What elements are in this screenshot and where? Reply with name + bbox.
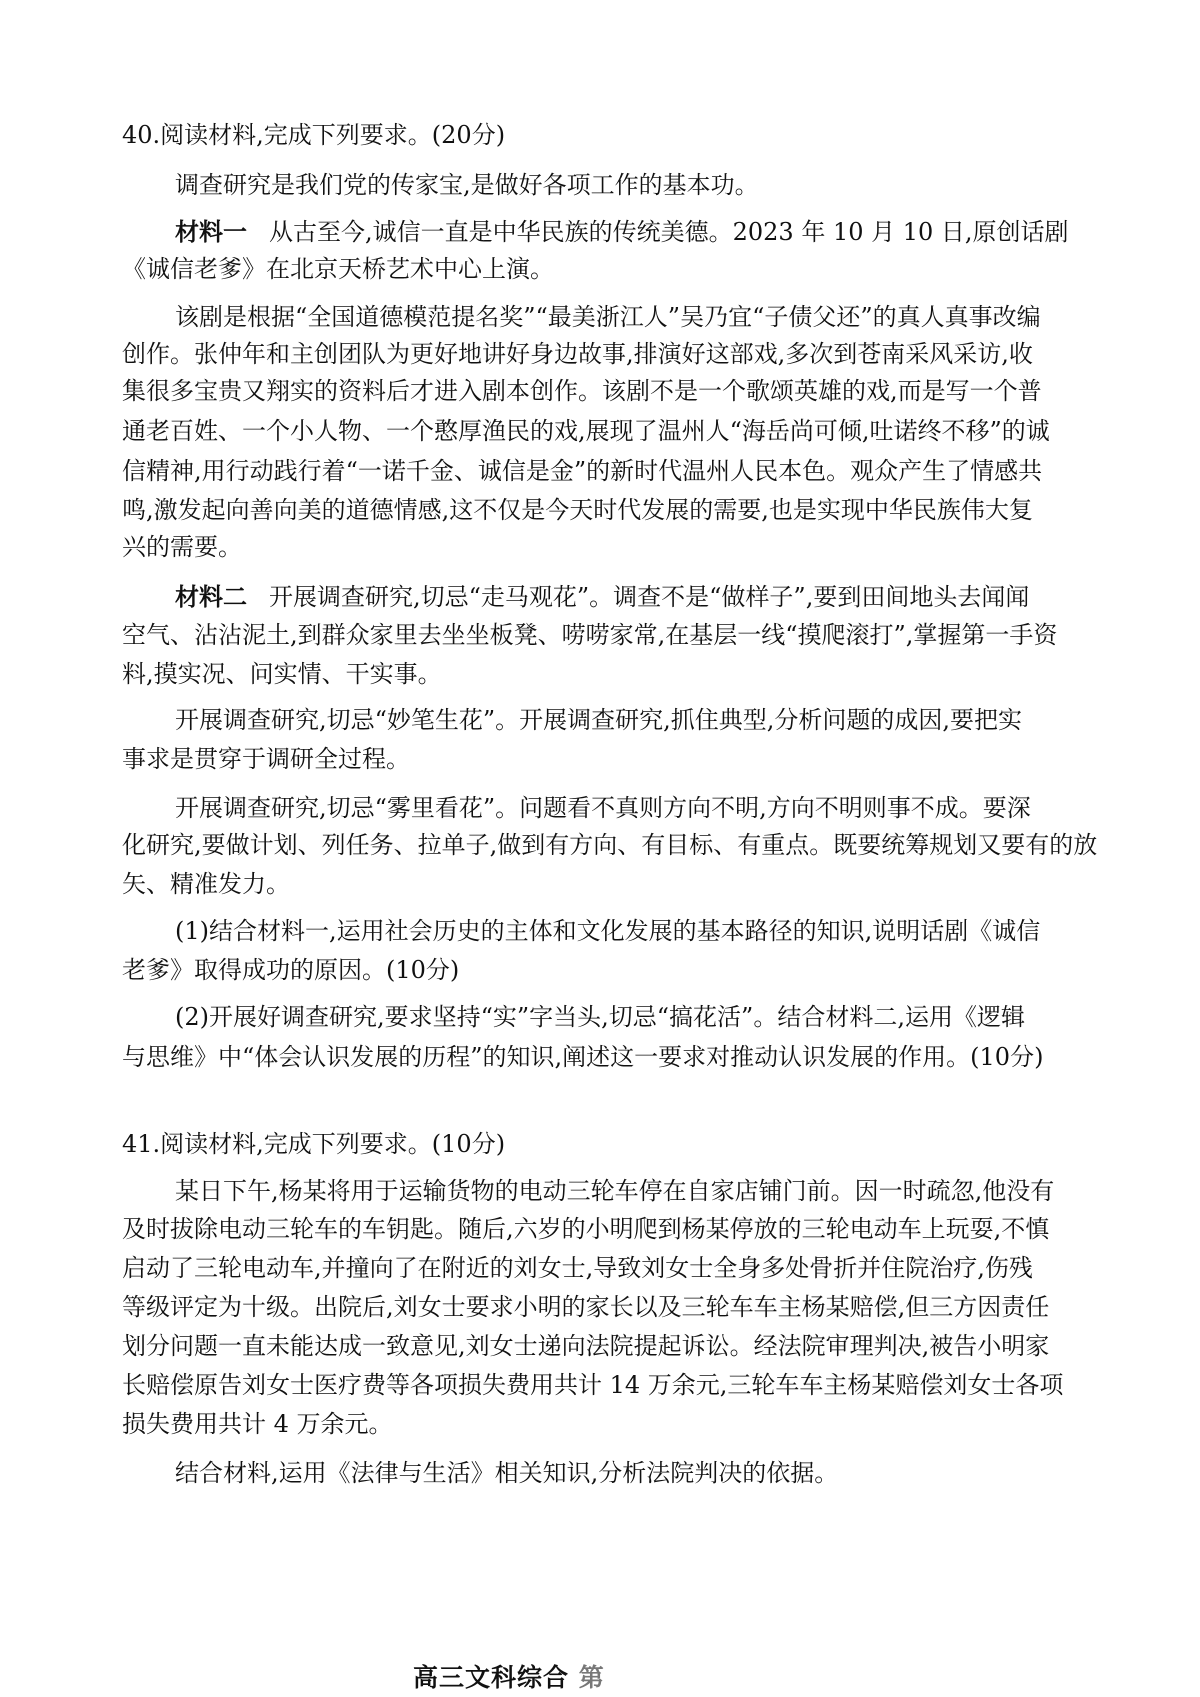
material-2-label: 材料二 xyxy=(175,582,247,611)
subquestion-2-line-1: (2)开展好调查研究,要求坚持“实”字当头,切忌“搞花活”。结合材料二,运用《逻辑 xyxy=(175,1003,1025,1031)
material-1-label: 材料一 xyxy=(175,217,247,246)
subquestion-2-line-2: 与思维》中“体会认识发展的历程”的知识,阐述这一要求对推动认识发展的作用。(10分) xyxy=(122,1043,1044,1071)
question-41-line-2: 及时拔除电动三轮车的车钥匙。随后,六岁的小明爬到杨某停放的三轮电动车上玩耍,不慎 xyxy=(122,1215,1050,1243)
material-2-line-1 xyxy=(175,582,1029,612)
question-40-heading: 40.阅读材料,完成下列要求。(20分) xyxy=(122,121,506,149)
question-41-line-3: 启动了三轮电动车,并撞向了在附近的刘女士,导致刘女士全身多处骨折并住院治疗,伤残 xyxy=(122,1254,1033,1282)
material-2-p3-line-3: 矢、精准发力。 xyxy=(122,870,290,898)
material-1-p2-line-1: 该剧是根据“全国道德模范提名奖”“最美浙江人”吴乃宜“子债父还”的真人真事改编 xyxy=(175,303,1041,331)
material-2-p3-line-1: 开展调查研究,切忌“雾里看花”。问题看不真则方向不明,方向不明则事不成。要深 xyxy=(175,794,1031,822)
footer-page-label: 第 xyxy=(569,1663,605,1692)
material-2-p2-line-2: 事求是贯穿于调研全过程。 xyxy=(122,745,410,773)
question-41-line-4: 等级评定为十级。出院后,刘女士要求小明的家长以及三轮车车主杨某赔偿,但三方因责任 xyxy=(122,1293,1050,1321)
question-41-line-1: 某日下午,杨某将用于运输货物的电动三轮车停在自家店铺门前。因一时疏忽,他没有 xyxy=(175,1177,1055,1205)
question-40-intro: 调查研究是我们党的传家宝,是做好各项工作的基本功。 xyxy=(175,171,759,199)
material-1-p2-line-3: 集很多宝贵又翔实的资料后才进入剧本创作。该剧不是一个歌颂英雄的戏,而是写一个普 xyxy=(122,377,1042,405)
subquestion-1-line-2: 老爹》取得成功的原因。(10分) xyxy=(122,956,460,984)
material-1-p2-line-6: 鸣,激发起向善向美的道德情感,这不仅是今天时代发展的需要,也是实现中华民族伟大复 xyxy=(122,496,1033,524)
material-2-p1-line-3: 料,摸实况、问实情、干实事。 xyxy=(122,660,442,688)
subquestion-1-line-1: (1)结合材料一,运用社会历史的主体和文化发展的基本路径的知识,说明话剧《诚信 xyxy=(175,917,1041,945)
material-1-p2-line-5: 信精神,用行动践行着“一诺千金、诚信是金”的新时代温州人民本色。观众产生了情感共 xyxy=(122,457,1043,485)
question-41-heading: 41.阅读材料,完成下列要求。(10分) xyxy=(122,1130,506,1158)
material-2-text: 开展调查研究,切忌“走马观花”。调查不是“做样子”,要到田间地头去闻闻 xyxy=(269,583,1030,611)
material-1-text: 从古至今,诚信一直是中华民族的传统美德。2023 年 10 月 10 日,原创话剧 xyxy=(269,218,1069,246)
page-footer xyxy=(413,1658,605,1694)
material-1-p2-line-7: 兴的需要。 xyxy=(122,533,242,561)
question-41-line-5: 划分问题一直未能达成一致意见,刘女士递向法院提起诉讼。经法院审理判决,被告小明家 xyxy=(122,1332,1050,1360)
material-2-p2-line-1: 开展调查研究,切忌“妙笔生花”。开展调查研究,抓住典型,分析问题的成因,要把实 xyxy=(175,706,1023,734)
material-2-p1-line-2: 空气、沾沾泥土,到群众家里去坐坐板凳、唠唠家常,在基层一线“摸爬滚打”,掌握第一手资 xyxy=(122,621,1058,649)
material-2-p3-line-2: 化研究,要做计划、列任务、拉单子,做到有方向、有目标、有重点。既要统筹规划又要有的放 xyxy=(122,831,1098,859)
question-41-line-7: 损失费用共计 4 万余元。 xyxy=(122,1410,393,1438)
material-1-p2-line-4: 通老百姓、一个小人物、一个憨厚渔民的戏,展现了温州人“海岳尚可倾,吐诺终不移”的诚 xyxy=(122,417,1050,445)
question-41-task: 结合材料,运用《法律与生活》相关知识,分析法院判决的依据。 xyxy=(175,1459,839,1487)
footer-title: 高三文科综合 xyxy=(413,1663,570,1692)
material-1-p2-line-2: 创作。张仲年和主创团队为更好地讲好身边故事,排演好这部戏,多次到苍南采风采访,收 xyxy=(122,340,1033,368)
material-1-line-1 xyxy=(175,217,1069,247)
question-41-line-6: 长赔偿原告刘女士医疗费等各项损失费用共计 14 万余元,三轮车车主杨某赔偿刘女士各项 xyxy=(122,1371,1064,1399)
material-1-line-2: 《诚信老爹》在北京天桥艺术中心上演。 xyxy=(122,255,554,283)
